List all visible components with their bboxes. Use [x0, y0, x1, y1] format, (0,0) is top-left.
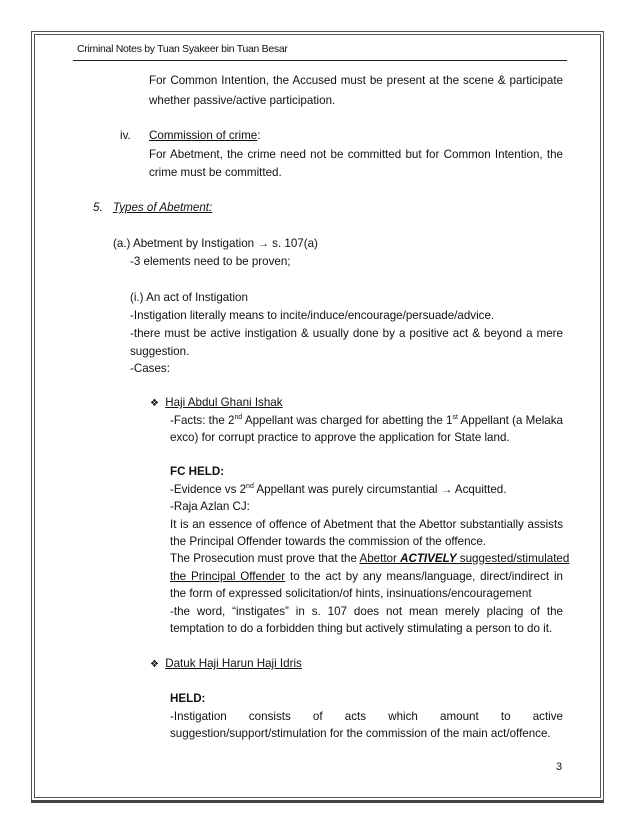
text-span: -Facts: the 2: [170, 414, 235, 427]
text-line: [170, 414, 563, 428]
list-number: iv.: [120, 129, 131, 142]
text-line: -Instigation literally means to incite/induce/encourage/persuade/advice.: [130, 309, 495, 322]
case-name: Datuk Haji Harun Haji Idris: [165, 657, 302, 670]
diamond-bullet-icon: ❖: [150, 659, 159, 670]
text-span: suggested/stimulated: [456, 552, 570, 565]
text-line: For Abetment, the crime need not be committed but for Common Intention, the: [149, 148, 563, 161]
emphasis-span: ACTIVELY: [400, 552, 457, 565]
page-number: 3: [556, 761, 563, 773]
text-line: -Cases:: [130, 362, 170, 375]
running-header: Criminal Notes by Tuan Syakeer bin Tuan Besar: [77, 43, 288, 55]
text-line: the Principal Offender towards the commission of the offence.: [170, 535, 486, 548]
subsection-heading: (a.) Abetment by Instigation → s. 107(a): [113, 237, 318, 250]
underlined-span: [359, 552, 569, 565]
text-line: -Instigation consists of acts which amount to active: [170, 710, 563, 723]
underlined-span: the Principal Offender: [170, 570, 286, 583]
text-span: -Evidence vs 2: [170, 483, 247, 496]
held-heading: FC HELD:: [170, 465, 225, 478]
text-line: -Raja Azlan CJ:: [170, 500, 250, 513]
subheading-title: Commission of crime: [149, 129, 258, 142]
text-line: whether passive/active participation.: [149, 94, 336, 107]
case-name: Haji Abdul Ghani Ishak: [165, 396, 283, 409]
text-line: crime must be committed.: [149, 166, 282, 179]
case-bullet: [150, 657, 302, 672]
element-heading: (i.) An act of Instigation: [130, 291, 248, 304]
text-line: [170, 552, 569, 566]
text-span: Appellant was charged for abetting the 1: [242, 414, 453, 427]
text-span: Appellant was purely circumstantial → Acquitted.: [253, 483, 507, 496]
text-line: -3 elements need to be proven;: [130, 255, 291, 268]
text-line: It is an essence of offence of Abetment that the Abettor substantially assists: [170, 518, 563, 531]
text-span: Abettor: [359, 552, 401, 565]
superscript: nd: [234, 414, 243, 422]
text-line: For Common Intention, the Accused must be present at the scene & participate: [149, 74, 563, 87]
diamond-bullet-icon: ❖: [150, 398, 159, 409]
text-line: [170, 570, 563, 584]
text-span: Appellant (a Melaka: [457, 414, 564, 427]
text-line: temptation to do a forbidden thing but actively stimulating a person to do it.: [170, 622, 553, 635]
text-line: exco) for corrupt practice to approve the application for State land.: [170, 431, 510, 444]
superscript: nd: [246, 483, 254, 491]
text-span: to the act by any means/language, direct/indirect in: [285, 570, 563, 583]
text-line: the form of expressed solicitation/of hints, insinuations/encouragement: [170, 587, 532, 600]
page-border-shadow: [31, 800, 604, 803]
text-line: -there must be active instigation & usually done by a positive act & beyond a mere: [130, 327, 563, 340]
section-title: Types of Abetment:: [113, 201, 213, 214]
text-line: suggestion/support/stimulation for the commission of the main act/offence.: [170, 727, 551, 740]
superscript: st: [452, 414, 458, 422]
text-line: suggestion.: [130, 345, 190, 358]
case-bullet: [150, 396, 283, 411]
text-span: The Prosecution must prove that the: [170, 552, 360, 565]
subheading: [149, 129, 260, 143]
text-line: -the word, “instigates” in s. 107 does not mean merely placing of the: [170, 605, 563, 618]
header-rule: [73, 60, 567, 61]
held-heading: HELD:: [170, 692, 206, 705]
section-number: 5.: [93, 201, 103, 214]
text-line: [170, 483, 506, 497]
subheading-colon: :: [257, 129, 261, 142]
